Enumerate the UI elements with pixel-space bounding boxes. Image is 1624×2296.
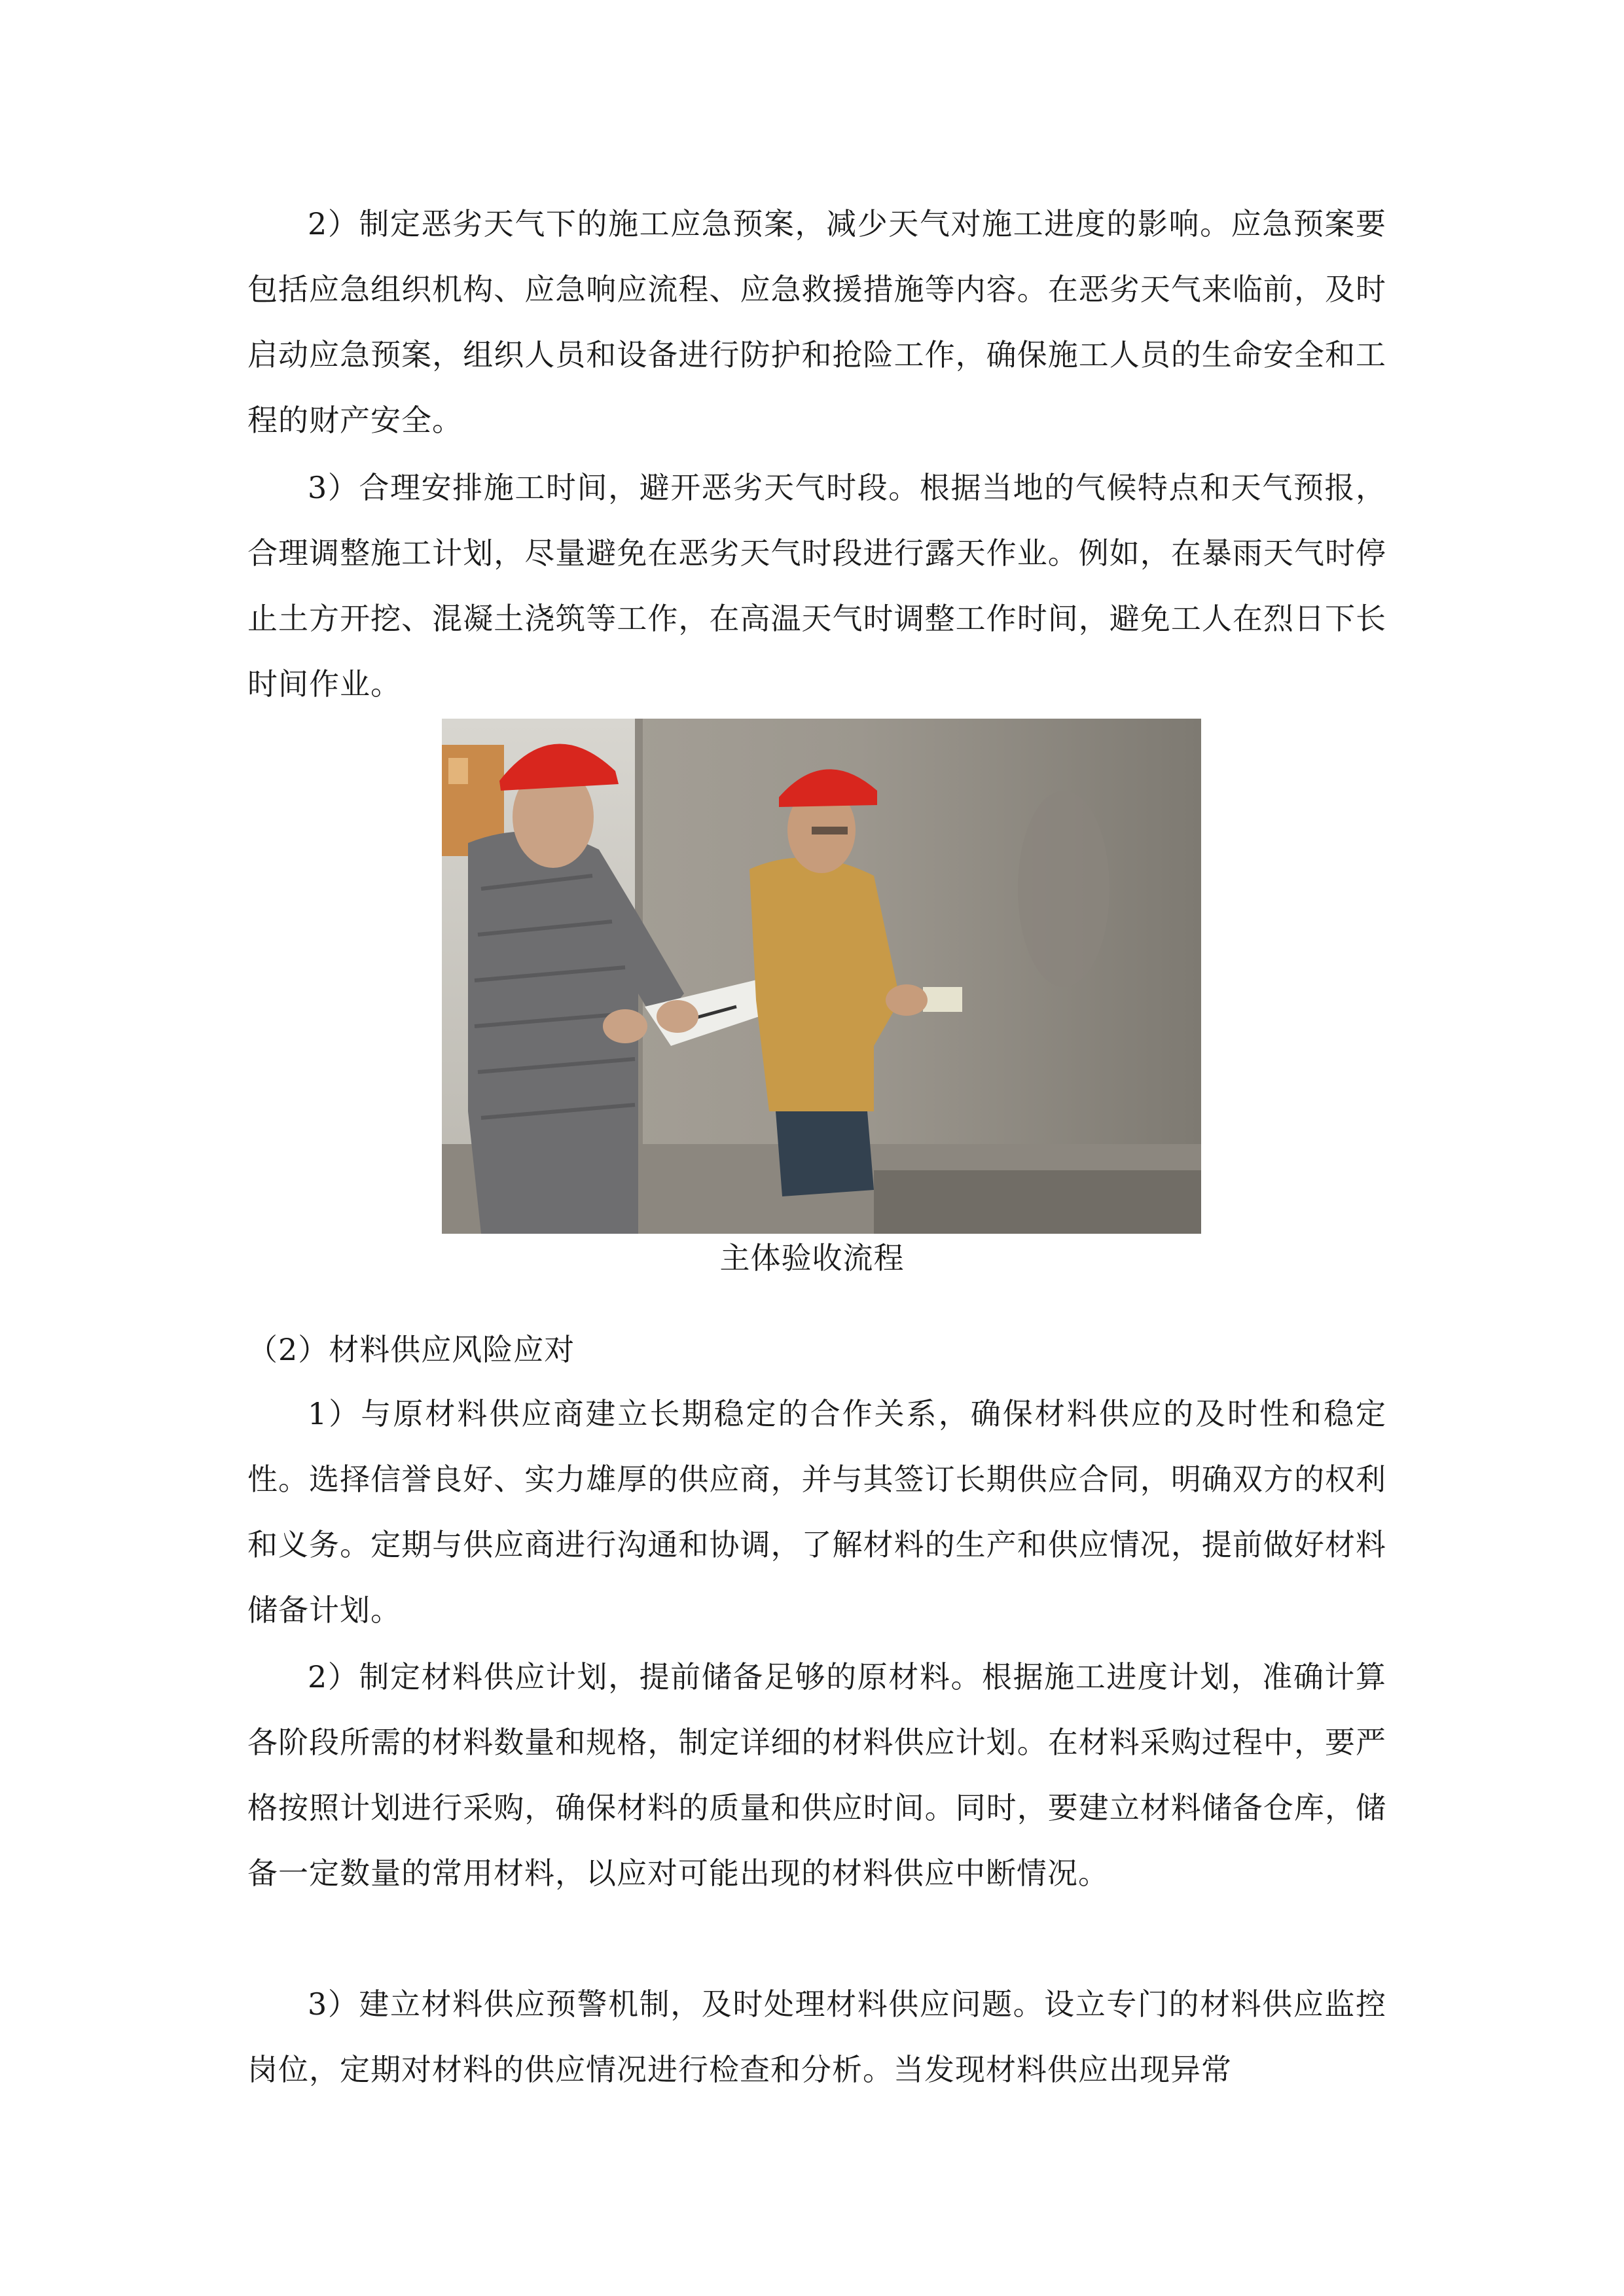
section-heading-material-supply: （2）材料供应风险应对 — [247, 1332, 575, 1367]
inspection-photo — [442, 719, 1201, 1234]
paragraph-weather-emergency-plan: 2）制定恶劣天气下的施工应急预案，减少天气对施工进度的影响。应急预案要包括应急组织机构、应急响应流程、应急救援措施等内容。在恶劣天气来临前，及时启动应急预案，组织人员和设备进行防护和抢险工作，确保施工人员的生命安全和工程的财产安全。 — [247, 206, 1386, 438]
paragraph-weather-schedule: 3）合理安排施工时间，避开恶劣天气时段。根据当地的气候特点和天气预报，合理调整施工计划，尽量避免在恶劣天气时段进行露天作业。例如，在暴雨天气时停止土方开挖、混凝土浇筑等工作，在高温天气时调整工作时间，避免工人在烈日下长时间作业。 — [247, 470, 1386, 702]
paragraph-supplier-relations: 1）与原材料供应商建立长期稳定的合作关系，确保材料供应的及时性和稳定性。选择信誉良好、实力雄厚的供应商，并与其签订长期供应合同，明确双方的权利和义务。定期与供应商进行沟通和协调，了解材料的生产和供应情况，提前做好材料储备计划。 — [247, 1396, 1386, 1628]
paragraph-supply-warning: 3）建立材料供应预警机制，及时处理材料供应问题。设立专门的材料供应监控岗位，定期对材料的供应情况进行检查和分析。当发现材料供应出现异常 — [247, 1986, 1386, 2087]
figure-caption: 主体验收流程 — [719, 1240, 905, 1276]
paragraph-supply-plan: 2）制定材料供应计划，提前储备足够的原材料。根据施工进度计划，准确计算各阶段所需的材料数量和规格，制定详细的材料供应计划。在材料采购过程中，要严格按照计划进行采购，确保材料的质量和供应时间。同时，要建立材料储备仓库，储备一定数量的常用材料，以应对可能出现的材料供应中断情况。 — [247, 1659, 1386, 1891]
